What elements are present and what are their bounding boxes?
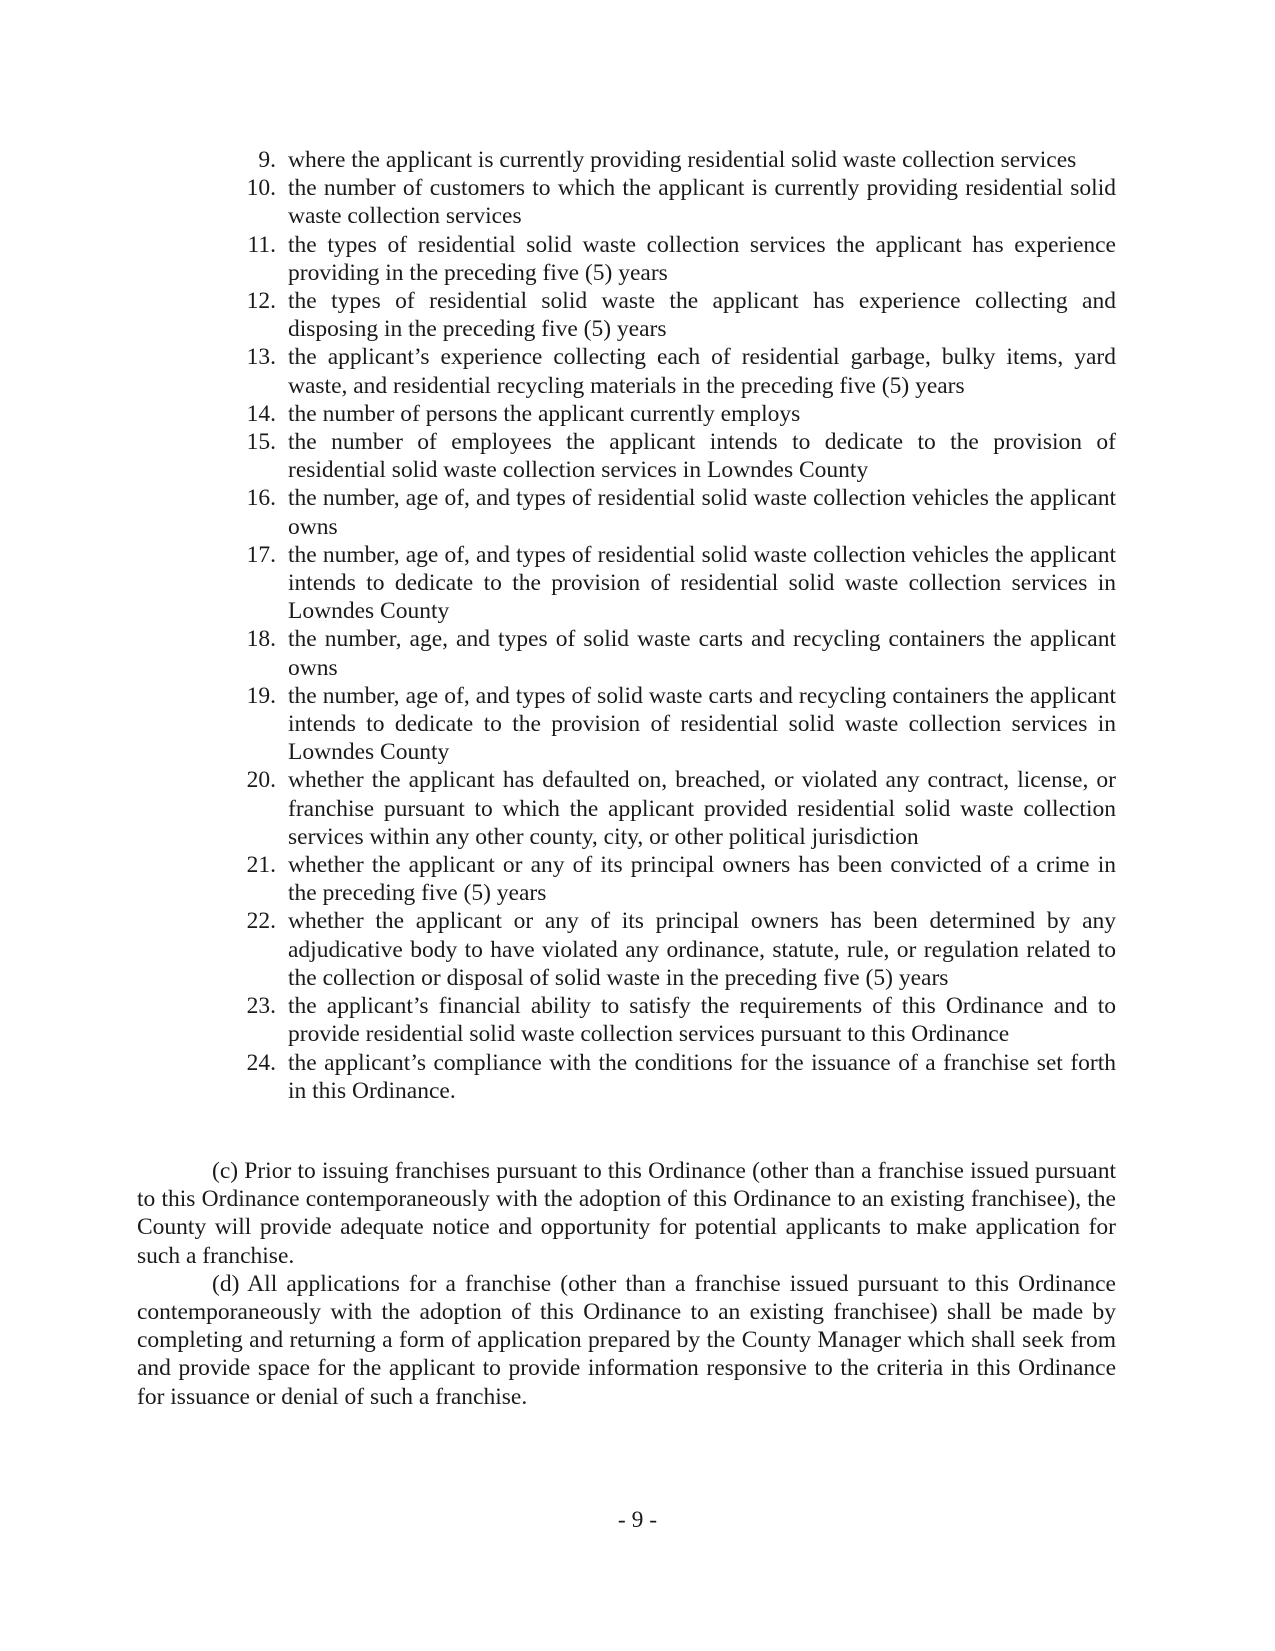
list-item-number: 16.: [246, 485, 276, 512]
list-item: [236, 231, 1116, 287]
list-item: [236, 1049, 1116, 1105]
list-item: [236, 766, 1116, 851]
page-number: - 9 -: [617, 1507, 658, 1533]
body-paragraphs: [137, 1157, 1116, 1411]
list-item-text: the number, age of, and types of residential solid waste collection vehicles the applicant intends to dedicate to the provision of residential solid waste collection services in Lowndes County: [288, 541, 1116, 625]
list-item-text: the number, age of, and types of solid waste carts and recycling containers the applicant intends to dedicate to the provision of residential solid waste collection services in Lowndes County: [288, 682, 1116, 766]
list-item-text: whether the applicant or any of its principal owners has been convicted of a crime in the preceding five (5) years: [288, 852, 1116, 907]
list-item-number: 17.: [246, 541, 276, 568]
list-item-text: the applicant’s financial ability to satisfy the requirements of this Ordinance and to provide residential solid waste collection services pursuant to this Ordinance: [288, 993, 1116, 1048]
list-item: [236, 343, 1116, 399]
list-item-text: the number of employees the applicant intends to dedicate to the provision of residential solid waste collection services in Lowndes County: [288, 429, 1116, 484]
list-item-number: 11.: [247, 231, 276, 258]
list-item: [236, 428, 1116, 484]
list-item-text: whether the applicant has defaulted on, breached, or violated any contract, license, or franchise pursuant to which the applicant provided residential solid waste collection services within any other county, city, or other political jurisdiction: [288, 767, 1116, 850]
paragraph-c: (c) Prior to issuing franchises pursuant to this Ordinance (other than a franchise issued pursuant to this Ordinance contemporaneously with the adoption of this Ordinance to an existing franchisee), the County will provide adequate notice and opportunity for potential applicants to make application for such a franchise.: [137, 1158, 1116, 1269]
list-item-text: the applicant’s experience collecting each of residential garbage, bulky items, yard waste, and residential recycling materials in the preceding five (5) years: [288, 344, 1116, 399]
list-item-text: the number, age of, and types of residential solid waste collection vehicles the applicant owns: [288, 485, 1116, 540]
list-item: [236, 484, 1116, 540]
list-item-number: 24.: [246, 1049, 276, 1076]
list-item: [236, 851, 1116, 907]
list-item-number: 23.: [246, 993, 276, 1020]
list-item-number: 10.: [246, 175, 276, 202]
list-item: [236, 682, 1116, 767]
list-item-text: the number, age, and types of solid waste carts and recycling containers the applicant owns: [288, 626, 1116, 681]
list-item-number: 9.: [258, 147, 276, 173]
list-item: [236, 287, 1116, 343]
list-item: [236, 541, 1116, 626]
paragraph-d: (d) All applications for a franchise (other than a franchise issued pursuant to this Ordinance contemporaneously with the adoption of this Ordinance to an existing franchisee) shall be made by completing and returning a form of application prepared by the County Manager which shall seek from and provide space for the applicant to provide information responsive to the criteria in this Ordinance for issuance or denial of such a franchise.: [137, 1270, 1116, 1410]
list-item-number: 18.: [246, 626, 276, 653]
list-item-number: 14.: [246, 400, 276, 427]
list-item-number: 21.: [246, 852, 276, 879]
list-item-number: 13.: [246, 344, 276, 371]
criteria-list: [236, 146, 1116, 1105]
list-item-text: the types of residential solid waste the applicant has experience collecting and disposing in the preceding five (5) years: [288, 288, 1116, 343]
list-item: [236, 907, 1116, 992]
list-item-text: the applicant’s compliance with the conditions for the issuance of a franchise set forth in this Ordinance.: [288, 1049, 1116, 1104]
list-item-text: the number of persons the applicant currently employs: [288, 400, 801, 427]
list-item: [236, 992, 1116, 1048]
list-item: [236, 625, 1116, 681]
list-item-text: whether the applicant or any of its principal owners has been determined by any adjudicative body to have violated any ordinance, statute, rule, or regulation related to the collection or disposal of solid waste in the preceding five (5) years: [288, 908, 1116, 991]
list-item-text: the number of customers to which the applicant is currently providing residential solid waste collection services: [288, 175, 1116, 230]
list-item-text: where the applicant is currently providing residential solid waste collection services: [288, 147, 1077, 173]
list-item-number: 12.: [246, 288, 276, 315]
list-item: [236, 400, 1116, 428]
list-item-text: the types of residential solid waste collection services the applicant has experience providing in the preceding five (5) years: [288, 231, 1116, 286]
list-item-number: 20.: [246, 767, 276, 794]
list-item-number: 22.: [246, 908, 276, 935]
list-item-number: 15.: [246, 429, 276, 456]
list-item: [236, 146, 1116, 174]
list-item: [236, 174, 1116, 230]
list-item-number: 19.: [246, 682, 276, 709]
